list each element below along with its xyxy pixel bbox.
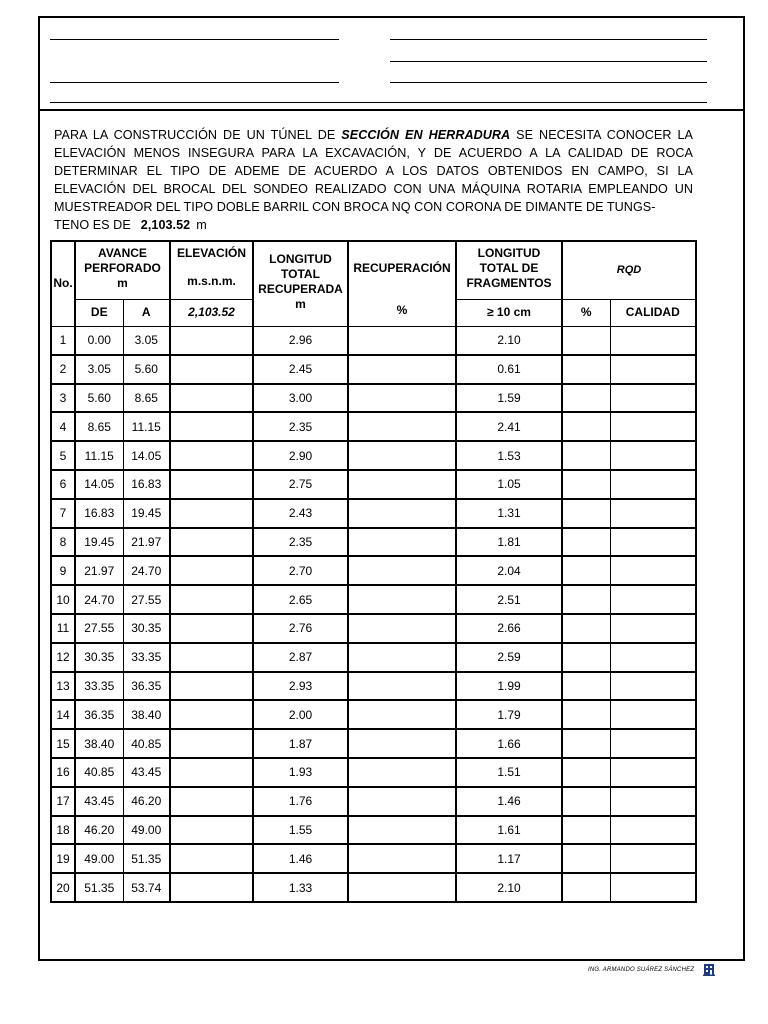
header-recuperacion-unit: % — [396, 303, 408, 317]
recovery-percent-cell — [348, 441, 456, 470]
rock-quality-cell — [610, 816, 696, 845]
recovery-percent-cell — [348, 556, 456, 585]
header-rqd-pct: % — [562, 299, 610, 326]
recovery-percent-cell — [348, 355, 456, 384]
depth-to-cell: 30.35 — [123, 614, 170, 643]
elevation-cell — [170, 729, 253, 758]
row-number-cell: 16 — [51, 758, 75, 787]
fragment-length-cell: 1.66 — [456, 729, 562, 758]
table-row — [51, 441, 696, 470]
fragment-length-cell: 1.31 — [456, 499, 562, 528]
fragment-length-cell: 1.59 — [456, 384, 562, 413]
rock-quality-cell — [610, 326, 696, 355]
fragment-length-cell: 1.17 — [456, 844, 562, 873]
elevation-cell — [170, 614, 253, 643]
depth-to-cell: 49.00 — [123, 816, 170, 845]
recovery-percent-cell — [348, 528, 456, 557]
rock-quality-cell — [610, 355, 696, 384]
table-row — [51, 355, 696, 384]
recovered-length-cell: 2.35 — [253, 412, 348, 441]
header-fragmentos-unit: ≥ 10 cm — [456, 299, 562, 326]
recovered-length-cell: 2.43 — [253, 499, 348, 528]
fragment-length-cell: 1.81 — [456, 528, 562, 557]
row-number-cell: 10 — [51, 585, 75, 614]
row-number-cell: 20 — [51, 873, 75, 902]
depth-to-cell: 33.35 — [123, 643, 170, 672]
recovered-length-cell: 1.46 — [253, 844, 348, 873]
rqd-percent-cell — [562, 643, 610, 672]
rqd-percent-cell — [562, 700, 610, 729]
recovery-percent-cell — [348, 499, 456, 528]
depth-from-cell: 21.97 — [75, 556, 123, 585]
recovery-percent-cell — [348, 643, 456, 672]
rqd-percent-cell — [562, 873, 610, 902]
header-avance-label: AVANCE PERFORADO — [84, 246, 161, 275]
elevation-cell — [170, 470, 253, 499]
rqd-percent-cell — [562, 729, 610, 758]
depth-from-cell: 0.00 — [75, 326, 123, 355]
header-longitud — [253, 241, 348, 326]
header-blank-line — [390, 61, 707, 62]
recovered-length-cell: 2.90 — [253, 441, 348, 470]
recovered-length-cell: 2.75 — [253, 470, 348, 499]
rqd-percent-cell — [562, 556, 610, 585]
row-number-cell: 7 — [51, 499, 75, 528]
rock-quality-cell — [610, 700, 696, 729]
row-number-cell: 17 — [51, 787, 75, 816]
elevation-cell — [170, 441, 253, 470]
fragment-length-cell: 2.51 — [456, 585, 562, 614]
rqd-percent-cell — [562, 441, 610, 470]
rqd-percent-cell — [562, 499, 610, 528]
recovered-length-cell: 2.35 — [253, 528, 348, 557]
header-longitud-unit: m — [295, 297, 306, 311]
recovery-percent-cell — [348, 729, 456, 758]
row-number-cell: 2 — [51, 355, 75, 384]
row-number-cell: 3 — [51, 384, 75, 413]
problem-statement — [54, 126, 693, 234]
table-row — [51, 816, 696, 845]
header-blank-line — [390, 82, 707, 83]
rqd-percent-cell — [562, 384, 610, 413]
depth-from-cell: 36.35 — [75, 700, 123, 729]
table-row — [51, 499, 696, 528]
fragment-length-cell: 1.61 — [456, 816, 562, 845]
recovered-length-cell: 2.65 — [253, 585, 348, 614]
recovery-percent-cell — [348, 672, 456, 701]
fragment-length-cell: 1.46 — [456, 787, 562, 816]
depth-from-cell: 38.40 — [75, 729, 123, 758]
fragment-length-cell: 0.61 — [456, 355, 562, 384]
depth-to-cell: 27.55 — [123, 585, 170, 614]
depth-to-cell: 5.60 — [123, 355, 170, 384]
table-row — [51, 672, 696, 701]
rock-quality-cell — [610, 470, 696, 499]
header-elevacion — [170, 241, 253, 299]
header-no: No. — [51, 241, 75, 326]
header-elev-value: 2,103.52 — [170, 299, 253, 326]
depth-to-cell: 51.35 — [123, 844, 170, 873]
table-row — [51, 614, 696, 643]
table-row — [51, 384, 696, 413]
row-number-cell: 4 — [51, 412, 75, 441]
table-row — [51, 873, 696, 902]
author-footer: ING. ARMANDO SUÁREZ SÁNCHEZ — [588, 967, 695, 973]
rqd-percent-cell — [562, 412, 610, 441]
row-number-cell: 11 — [51, 614, 75, 643]
depth-from-cell: 8.65 — [75, 412, 123, 441]
document-frame — [38, 16, 745, 961]
depth-to-cell: 53.74 — [123, 873, 170, 902]
fragment-length-cell: 1.51 — [456, 758, 562, 787]
recovery-percent-cell — [348, 614, 456, 643]
row-number-cell: 9 — [51, 556, 75, 585]
statement-emphasis: SECCIÓN EN HERRADURA — [341, 128, 511, 142]
rock-quality-cell — [610, 758, 696, 787]
recovered-length-cell: 1.87 — [253, 729, 348, 758]
depth-from-cell: 46.20 — [75, 816, 123, 845]
elevation-cell — [170, 844, 253, 873]
rock-quality-cell — [610, 672, 696, 701]
elevation-cell — [170, 816, 253, 845]
depth-to-cell: 14.05 — [123, 441, 170, 470]
header-avance — [75, 241, 170, 299]
recovery-percent-cell — [348, 787, 456, 816]
row-number-cell: 14 — [51, 700, 75, 729]
rock-quality-cell — [610, 873, 696, 902]
core-data-table — [50, 240, 697, 903]
fragment-length-cell: 1.99 — [456, 672, 562, 701]
fragment-length-cell: 1.53 — [456, 441, 562, 470]
recovered-length-cell: 2.93 — [253, 672, 348, 701]
fragment-length-cell: 2.41 — [456, 412, 562, 441]
row-number-cell: 5 — [51, 441, 75, 470]
table-row — [51, 585, 696, 614]
recovered-length-cell: 2.45 — [253, 355, 348, 384]
elevation-cell — [170, 412, 253, 441]
depth-from-cell: 49.00 — [75, 844, 123, 873]
fragment-length-cell: 1.79 — [456, 700, 562, 729]
recovery-percent-cell — [348, 758, 456, 787]
elevation-cell — [170, 384, 253, 413]
rqd-percent-cell — [562, 585, 610, 614]
depth-from-cell: 5.60 — [75, 384, 123, 413]
fragment-length-cell: 2.59 — [456, 643, 562, 672]
rock-quality-cell — [610, 499, 696, 528]
rock-quality-cell — [610, 614, 696, 643]
depth-to-cell: 38.40 — [123, 700, 170, 729]
elevation-cell — [170, 700, 253, 729]
row-number-cell: 8 — [51, 528, 75, 557]
header-fragmentos: LONGITUD TOTAL DE FRAGMENTOS — [456, 241, 562, 299]
recovery-percent-cell — [348, 326, 456, 355]
fragment-length-cell: 2.04 — [456, 556, 562, 585]
depth-from-cell: 14.05 — [75, 470, 123, 499]
table-row — [51, 556, 696, 585]
table-row — [51, 528, 696, 557]
rqd-percent-cell — [562, 614, 610, 643]
depth-to-cell: 19.45 — [123, 499, 170, 528]
depth-from-cell: 19.45 — [75, 528, 123, 557]
depth-from-cell: 30.35 — [75, 643, 123, 672]
depth-from-cell: 16.83 — [75, 499, 123, 528]
row-number-cell: 12 — [51, 643, 75, 672]
rqd-percent-cell — [562, 528, 610, 557]
collar-elevation: 2,103.52 — [140, 218, 191, 232]
recovered-length-cell: 1.55 — [253, 816, 348, 845]
recovered-length-cell: 2.87 — [253, 643, 348, 672]
header-blank-line — [50, 39, 339, 40]
building-logo-icon — [703, 962, 715, 976]
depth-from-cell: 24.70 — [75, 585, 123, 614]
recovered-length-cell: 2.70 — [253, 556, 348, 585]
table-row — [51, 643, 696, 672]
statement-text: SE NECESITA CONOCER LA ELEVACIÓN MENOS INSEGURA PARA LA EXCAVACIÓN, Y DE ACUERDO A LA CALIDAD DE ROCA DETERMINAR EL TIPO DE ADEME DE ACUERDO A LOS DATOS OBTENIDOS EN CAMPO, SI LA ELEVACIÓN DEL BROCAL DEL SONDEO REALIZADO CON UNA MÁQUINA ROTARIA EMPLEANDO UN MUESTREADOR DEL TIPO DOBLE BARRIL CON BROCA NQ CON CORONA DE DIMANTE DE TUNGS- — [54, 128, 693, 214]
depth-to-cell: 43.45 — [123, 758, 170, 787]
row-number-cell: 15 — [51, 729, 75, 758]
row-number-cell: 19 — [51, 844, 75, 873]
table-row — [51, 470, 696, 499]
recovered-length-cell: 3.00 — [253, 384, 348, 413]
elevation-cell — [170, 528, 253, 557]
header-avance-unit: m — [117, 276, 128, 290]
header-a: A — [123, 299, 170, 326]
header-blank-line — [50, 102, 707, 103]
depth-from-cell: 3.05 — [75, 355, 123, 384]
table-row — [51, 787, 696, 816]
depth-from-cell: 11.15 — [75, 441, 123, 470]
depth-to-cell: 40.85 — [123, 729, 170, 758]
depth-from-cell: 33.35 — [75, 672, 123, 701]
recovered-length-cell: 2.76 — [253, 614, 348, 643]
elevation-cell — [170, 355, 253, 384]
depth-from-cell: 51.35 — [75, 873, 123, 902]
depth-from-cell: 40.85 — [75, 758, 123, 787]
rqd-percent-cell — [562, 787, 610, 816]
header-calidad: CALIDAD — [610, 299, 696, 326]
recovery-percent-cell — [348, 873, 456, 902]
row-number-cell: 6 — [51, 470, 75, 499]
elevation-cell — [170, 787, 253, 816]
recovered-length-cell: 2.00 — [253, 700, 348, 729]
table-row — [51, 412, 696, 441]
elevation-cell — [170, 672, 253, 701]
depth-from-cell: 43.45 — [75, 787, 123, 816]
recovery-percent-cell — [348, 844, 456, 873]
header-separator — [40, 109, 743, 111]
rqd-percent-cell — [562, 758, 610, 787]
rock-quality-cell — [610, 528, 696, 557]
rock-quality-cell — [610, 384, 696, 413]
depth-to-cell: 3.05 — [123, 326, 170, 355]
recovery-percent-cell — [348, 470, 456, 499]
rock-quality-cell — [610, 729, 696, 758]
depth-to-cell: 46.20 — [123, 787, 170, 816]
table-row — [51, 326, 696, 355]
depth-to-cell: 24.70 — [123, 556, 170, 585]
rqd-percent-cell — [562, 355, 610, 384]
depth-to-cell: 11.15 — [123, 412, 170, 441]
elevation-cell — [170, 326, 253, 355]
header-elevacion-label: ELEVACIÓN — [176, 246, 247, 260]
rock-quality-cell — [610, 787, 696, 816]
depth-to-cell: 8.65 — [123, 384, 170, 413]
rock-quality-cell — [610, 844, 696, 873]
row-number-cell: 13 — [51, 672, 75, 701]
rock-quality-cell — [610, 556, 696, 585]
fragment-length-cell: 2.10 — [456, 873, 562, 902]
header-longitud-label: LONGITUD TOTAL RECUPERADA — [258, 252, 343, 296]
rqd-percent-cell — [562, 470, 610, 499]
header-blank-line — [390, 39, 707, 40]
rqd-percent-cell — [562, 844, 610, 873]
row-number-cell: 1 — [51, 326, 75, 355]
rock-quality-cell — [610, 585, 696, 614]
depth-to-cell: 36.35 — [123, 672, 170, 701]
depth-to-cell: 21.97 — [123, 528, 170, 557]
elevation-cell — [170, 585, 253, 614]
depth-to-cell: 16.83 — [123, 470, 170, 499]
elevation-cell — [170, 873, 253, 902]
fragment-length-cell: 2.10 — [456, 326, 562, 355]
elevation-cell — [170, 643, 253, 672]
recovered-length-cell: 1.33 — [253, 873, 348, 902]
header-recuperacion-label: RECUPERACIÓN — [353, 261, 451, 275]
fragment-length-cell: 1.05 — [456, 470, 562, 499]
rqd-percent-cell — [562, 326, 610, 355]
table-row — [51, 729, 696, 758]
depth-from-cell: 27.55 — [75, 614, 123, 643]
header-elevacion-unit: m.s.n.m. — [187, 274, 236, 288]
table-row — [51, 758, 696, 787]
recovered-length-cell: 1.93 — [253, 758, 348, 787]
elevation-cell — [170, 556, 253, 585]
fragment-length-cell: 2.66 — [456, 614, 562, 643]
recovery-percent-cell — [348, 384, 456, 413]
recovered-length-cell: 1.76 — [253, 787, 348, 816]
recovery-percent-cell — [348, 816, 456, 845]
rqd-percent-cell — [562, 672, 610, 701]
elevation-unit: m — [196, 218, 207, 232]
recovery-percent-cell — [348, 412, 456, 441]
rqd-percent-cell — [562, 816, 610, 845]
header-rqd: RQD — [562, 241, 696, 299]
table-row — [51, 700, 696, 729]
statement-last-line: TENO ES DE — [54, 218, 131, 232]
recovered-length-cell: 2.96 — [253, 326, 348, 355]
table-row — [51, 844, 696, 873]
header-recuperacion — [348, 241, 456, 326]
rock-quality-cell — [610, 441, 696, 470]
header-de: DE — [75, 299, 123, 326]
elevation-cell — [170, 758, 253, 787]
recovery-percent-cell — [348, 700, 456, 729]
header-blank-line — [50, 82, 339, 83]
rock-quality-cell — [610, 412, 696, 441]
rock-quality-cell — [610, 643, 696, 672]
recovery-percent-cell — [348, 585, 456, 614]
row-number-cell: 18 — [51, 816, 75, 845]
statement-text: PARA LA CONSTRUCCIÓN DE UN TÚNEL DE — [54, 128, 342, 142]
elevation-cell — [170, 499, 253, 528]
